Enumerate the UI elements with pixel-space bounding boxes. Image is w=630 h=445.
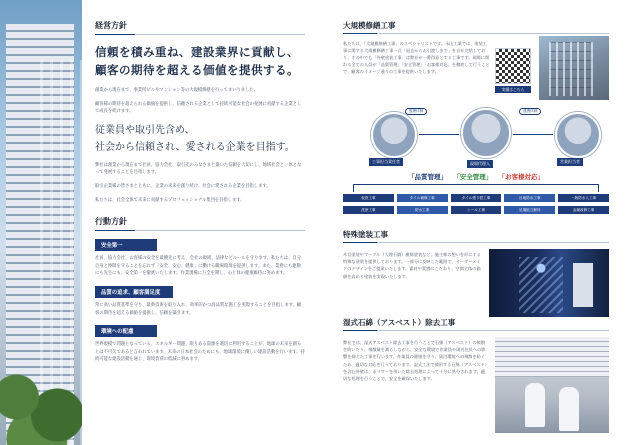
action-title: 行動方針: [95, 216, 305, 231]
special-title: 特殊塗装工事: [343, 229, 609, 243]
policy-lead-2-line1: 従業員や取引先含め、: [95, 124, 195, 136]
policy-body-1: 創業から現在まで、事業所ビルやマンション等の大規模修繕を行ってまいりました。: [95, 88, 258, 93]
principle-safety: 「安全管理」: [453, 173, 493, 181]
tile-item: 防水工事: [397, 206, 448, 214]
qr-label[interactable]: 実績はこちら: [495, 86, 531, 93]
repair-photo: [539, 36, 609, 100]
tile-item: 仮設工事: [343, 194, 394, 202]
special-photo: [489, 249, 609, 317]
policy-body-5: 私たちは、社会全体で未来に貢献するプロフェッショナル集団を目指します。: [95, 197, 245, 203]
tile-item: 金属改修工事: [558, 206, 609, 214]
tile-item: 一般防水入工事: [558, 194, 609, 202]
special-text: 木目塗装やマーブル（大理石調）模様塗装など、施主様の想いを形にする特殊な塗装を提供しております。一部分に反映した範囲で、オーダーメイドのデザインをご提案いたします。素材や質感にこだわり、空間全体の価値を高める塗装を実現いたします。: [343, 252, 481, 279]
work-tiles: [343, 194, 609, 218]
tile-item: 目地防水工事: [504, 194, 555, 202]
band-quality-text: 常に高い品質基準を守り、最新技術を取り入れ、効率的かつ高品質な施工を実現することを目指します。顧客の期待を超える価値を提供し、信頼を築きます。: [95, 302, 302, 316]
band-safety-text: 社員、協力会社、お客様の安全を最優先に考え、会社の規則、法律などルールを守ります。私たちは、自分自身と仲間を守ることを忘れず「安全、安心、健康」に働ける職場環境を提供します。また、業務にも連動にも先生にも、安全第一を徹底いたします。作業現場に万全を期し、心と体の健康維持に努めます。: [95, 256, 302, 277]
policy-body-3: 弊社は創業から現在まで社員、協力会社、取引先のみなさまと築いた信頼を大切にし、地域社会と一体となって発展することを目指します。: [95, 162, 302, 176]
tile-item: 洗浄工事: [343, 206, 394, 214]
policy-title: 経営方針: [95, 20, 305, 35]
principle-customer: 「お客様対応」: [498, 173, 545, 181]
bracket-line: [353, 184, 599, 192]
qr-code-icon[interactable]: [495, 48, 531, 84]
node-right-photo: [555, 112, 601, 158]
node-center-label: 現場代理人: [467, 160, 493, 168]
band-quality: 品質の追求、顧客満足度: [95, 286, 173, 298]
tile-item: シール工事: [451, 206, 502, 214]
band-safety: 安全第一: [95, 239, 157, 251]
right-page: [315, 0, 630, 445]
repair-text: 私たちは、「大規模修繕工事」のスペシャリストです。永山工業では、塗装工事に関する大規模修繕工事一式「退去からお引渡しまで」を自社完結しており、その中でも「外壁塗装工事」は弊社が一番得意とする工事です。現場に関わる全ての人員が「品質管理」「安全管理」「お客様対応」を徹底して行うことで、顧客のイメージ通りの工事を提供いたします。: [343, 41, 490, 74]
band-environment: 環境への配慮: [95, 325, 157, 337]
left-content: [95, 20, 305, 370]
repair-title: 大規模修繕工事: [343, 20, 609, 34]
policy-body-2: 顧客様の期待を超えられる価値を提供し、信頼される企業として持続可能な社会の発展に貢献する企業として成長を続けます。: [95, 101, 302, 115]
policy-lead-1: [95, 43, 305, 79]
asbestos-text: 弊社では、湿式アスベスト除去工事を行うことで石綿（アスベスト）の飛散を防いだり、飛散量を減らしながら、安全な環境で作業員や周辺住民への影響を抑えた工事を行います。作業員の健康を守り、周辺環境への飛散を防ぐため、適切な対応を行っております。湿式工法で使用する石綿（アスベスト）を含む外壁は、ポリマーを用いた除去処理によって十分に処分されます。適切な処理を行うことで、安全を確保いたします。: [343, 340, 489, 382]
tag-cooperation: 連携体制: [519, 108, 541, 115]
management-diagram: [343, 104, 609, 229]
asbestos-photo: [495, 337, 609, 433]
right-content: [343, 20, 609, 437]
tile-item: タイル張り替工事: [451, 194, 502, 202]
asbestos-row: [343, 337, 609, 437]
arrow-right: [513, 134, 553, 135]
tag-supervision: 監理体制: [405, 108, 427, 115]
tile-item: タイル補修工事: [397, 194, 448, 202]
triple-principles: [343, 172, 609, 181]
principle-quality: 「品質管理」: [407, 173, 447, 181]
trees: [0, 325, 82, 445]
arrow-left: [419, 134, 459, 135]
policy-lead-2-line2: 社会から信頼され、愛される企業を目指す。: [95, 141, 295, 153]
policy-lead-1-line1: 信頼を積み重ね、建設業界に貢献し、: [95, 45, 299, 59]
building-photo: [0, 0, 82, 445]
node-left-photo: [371, 112, 417, 158]
tiles-row-2: [343, 206, 609, 214]
repair-row: [343, 40, 609, 100]
asbestos-title: 湿式石綿（アスベスト）除去工事: [343, 317, 609, 331]
policy-body-4: 取引企業様の皆さまとともに、企業の未来を創り続け、社会に愛される企業を目指します。: [95, 183, 271, 189]
policy-lead-2: [95, 122, 305, 156]
tiles-row-1: [343, 194, 609, 202]
tile-item: 足場組立解体: [504, 206, 555, 214]
special-row: [343, 249, 609, 317]
node-left-label: 工事担当責任者: [369, 158, 403, 166]
node-right-label: 営業担当者: [557, 158, 583, 166]
band-environment-text: 世界規模で問題となっている、エネルギー問題、限りある資源を適切に利用することが、地球の未来を創るとは不可欠であると言われています。未来の日本社会のためにも、地球環境に優しい建設活動を行います。持続可能な建設活動を通じ、環境負荷の低減に努めます。: [95, 342, 305, 363]
policy-lead-1-line2: 顧客の期待を超える価値を提供する。: [95, 63, 299, 77]
node-center-photo: [461, 108, 511, 158]
